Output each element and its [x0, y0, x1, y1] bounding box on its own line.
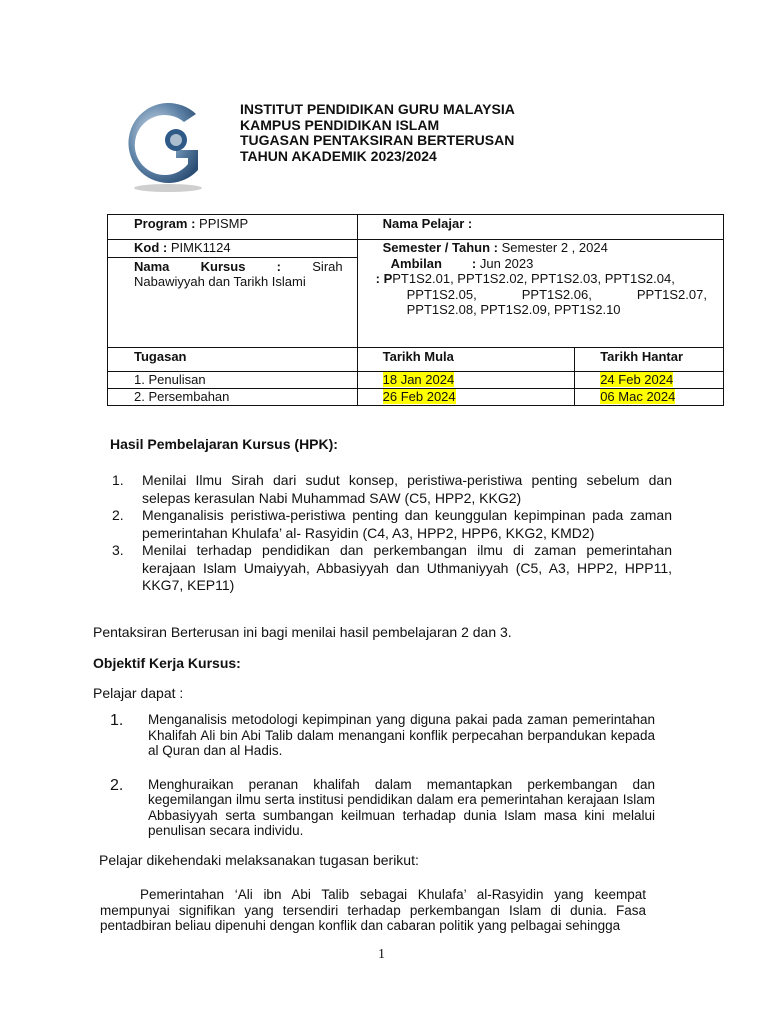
list-text: Menganalisis metodologi kepimpinan yang diguna pakai pada zaman pemerintahan Khalifah Ali bin Abi Talib dalam menangani konflik perpecahan berpandukan kepada al Quran dan al Hadis. — [148, 712, 655, 758]
semester-cell — [357, 240, 723, 348]
header-line-1: INSTITUT PENDIDIKAN GURU MALAYSIA — [240, 101, 515, 117]
objektif-list — [110, 712, 655, 857]
col-tarikh-mula: Tarikh Mula — [357, 348, 575, 372]
col-tugasan: Tugasan — [108, 348, 358, 372]
tarikh-mula-value: 18 Jan 2024 — [382, 372, 455, 387]
tugasan-cell: 1. Penulisan — [108, 372, 358, 389]
page-number: 1 — [378, 947, 385, 962]
list-text: Menilai terhadap pendidikan dan perkembangan ilmu di zaman pemerintahan kerajaan Islam Umaiyyah, Abbasiyyah dan Uthmaniyyah (C5, A3, HPP2, HPP11, KKG7, KEP11) — [142, 542, 672, 593]
tarikh-mula-value: 26 Feb 2024 — [382, 389, 456, 404]
ambilan-label: Ambilan — [390, 255, 442, 271]
ambilan-colon: : — [471, 255, 477, 271]
list-item — [112, 507, 672, 542]
list-text: Menganalisis peristiwa-peristiwa penting dan keunggulan kepimpinan pada zaman pemerintahan Khulafa’ al- Rasyidin (C4, A3, HPP2, HPP6, KKG2, KMD2) — [142, 507, 672, 541]
groups-line-2: PPT1S2.05, PPT1S2.06, PPT1S2.07, — [406, 286, 707, 302]
logo-text: IPG — [136, 144, 159, 159]
ipg-logo — [118, 100, 210, 192]
program-value: PPISMP — [195, 216, 249, 231]
groups-line-1: PT1S2.01, PPT1S2.02, PPT1S2.03, PPT1S2.04, — [392, 271, 675, 286]
kod-label: Kod : — [134, 240, 168, 255]
header-line-4: TAHUN AKADEMIK 2023/2024 — [240, 147, 437, 164]
program-cell — [108, 215, 358, 240]
list-item — [110, 712, 655, 759]
program-label: Program : — [134, 216, 196, 231]
objektif-title: Objektif Kerja Kursus: — [93, 655, 241, 671]
tarikh-hantar-value: 24 Feb 2024 — [600, 372, 674, 387]
semester-value: Semester 2 , 2024 — [497, 240, 608, 255]
semester-label: Semester / Tahun : — [382, 240, 498, 255]
list-number: 2. — [112, 507, 124, 523]
nama-kursus-value-1: Sirah — [312, 259, 343, 274]
groups-line-3: PPT1S2.08, PPT1S2.09, PPT1S2.10 — [406, 302, 621, 317]
document-header — [240, 102, 515, 164]
course-info-table — [107, 214, 724, 406]
list-number: 1. — [110, 712, 124, 729]
list-item — [110, 777, 655, 839]
list-number: 2. — [110, 776, 124, 794]
list-number: 3. — [112, 542, 124, 558]
nama-kursus-label: Nama Kursus : — [134, 259, 282, 274]
long-paragraph: Pemerintahan ‘Ali ibn Abi Talib sebagai Khulafa’ al-Rasyidin yang keempat mempunyai signifikan yang tersendiri terhadap perkembangan Islam di dunia. Fasa pentadbiran beliau dipenuhi dengan konflik dan cabaran politik yang pelbagai sehingga — [100, 887, 646, 933]
instruction-text: Pelajar dikehendaki melaksanakan tugasan berikut: — [99, 852, 419, 868]
tarikh-hantar-value: 06 Mac 2024 — [600, 389, 676, 404]
list-text: Menghuraikan peranan khalifah dalam memantapkan perkembangan dan kegemilangan ilmu serta institusi pendidikan dalam era pemerintahan kerajaan Islam Abbasiyyah serta sumbangan keilmuan terhadap dunia Islam masa kini melalui penulisan secara individu. — [148, 776, 655, 838]
hpk-list — [112, 472, 672, 595]
tugasan-cell: 2. Persembahan — [108, 389, 358, 406]
list-item — [112, 472, 672, 507]
table-row — [108, 389, 724, 406]
groups-prefix: : P — [375, 271, 393, 286]
list-item — [112, 542, 672, 595]
kod-value: PIMK1124 — [167, 240, 231, 255]
kod-kursus-cell — [108, 240, 358, 348]
ambilan-value: Jun 2023 — [476, 255, 534, 271]
nama-pelajar-cell — [357, 215, 723, 240]
list-number: 1. — [112, 472, 124, 488]
table-row — [108, 372, 724, 389]
header-line-3: TUGASAN PENTAKSIRAN BERTERUSAN — [240, 132, 515, 148]
list-text: Menilai Ilmu Sirah dari sudut konsep, peristiwa-peristiwa penting sebelum dan selepas kerasulan Nabi Muhammad SAW (C5, HPP2, KKG2) — [142, 472, 672, 506]
pentaksiran-text: Pentaksiran Berterusan ini bagi menilai hasil pembelajaran 2 dan 3. — [93, 624, 512, 640]
nama-kursus-line — [134, 259, 343, 274]
objektif-intro: Pelajar dapat : — [93, 685, 184, 701]
header-line-2: KAMPUS PENDIDIKAN ISLAM — [240, 116, 440, 133]
hpk-title: Hasil Pembelajaran Kursus (HPK): — [110, 436, 338, 452]
col-tarikh-hantar: Tarikh Hantar — [575, 348, 724, 372]
nama-kursus-value-2: Nabawiyyah dan Tarikh Islami — [134, 274, 306, 289]
nama-pelajar-label: Nama Pelajar : — [382, 216, 473, 231]
